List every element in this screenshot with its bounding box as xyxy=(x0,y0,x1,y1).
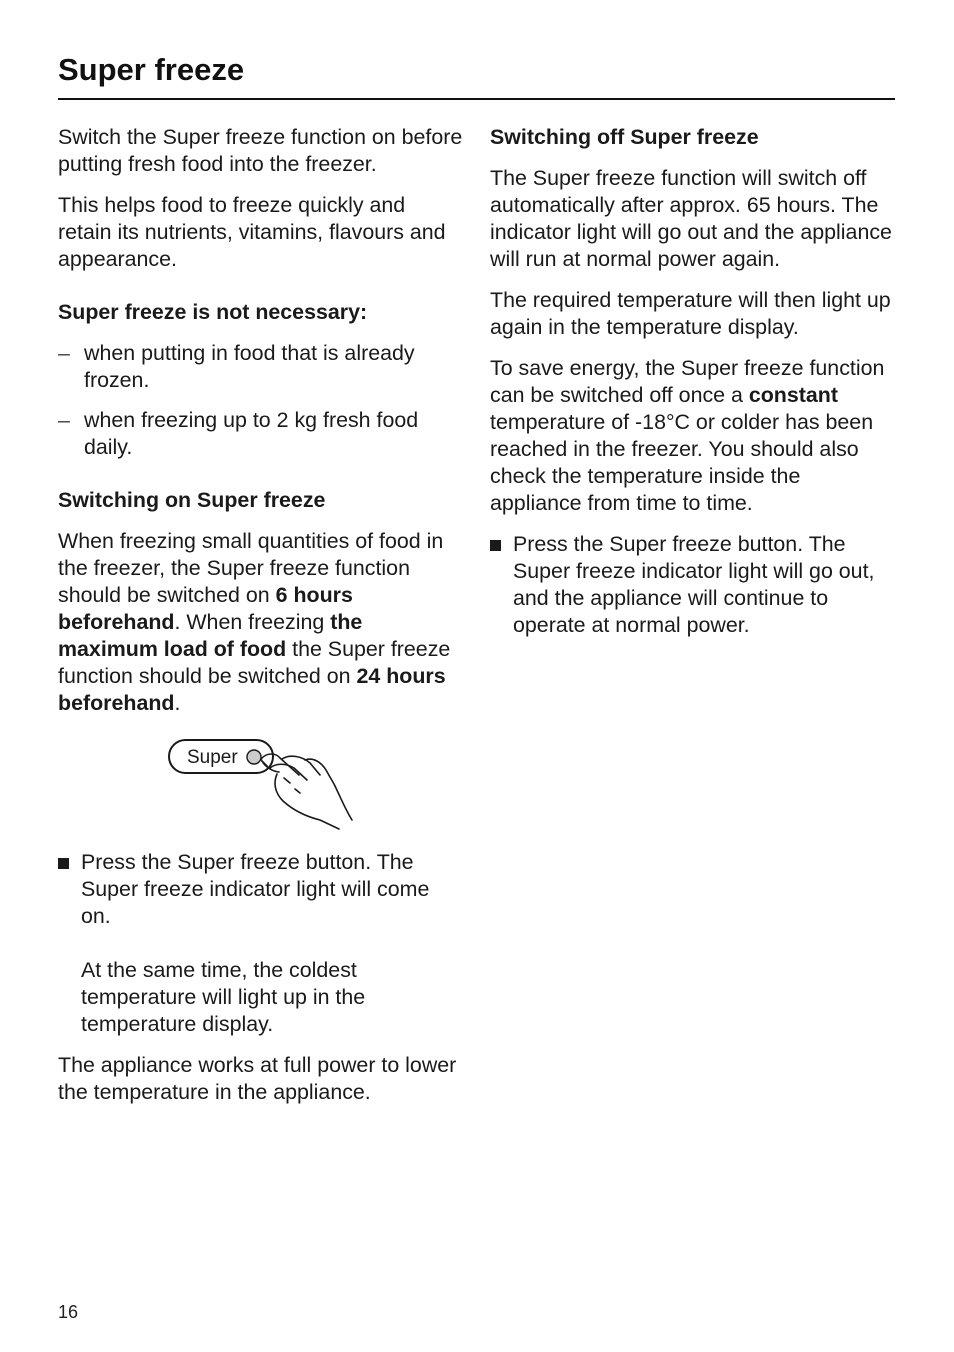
hand-press-icon xyxy=(261,754,352,829)
bullet-square-icon xyxy=(490,540,501,551)
page-number: 16 xyxy=(58,1302,79,1322)
super-button-illustration xyxy=(58,739,463,835)
full-power-paragraph: The appliance works at full power to lower the temperature in the appliance. xyxy=(58,1053,457,1104)
emphasis-6-hours: 6 hours beforehand xyxy=(58,583,353,634)
text-run: . When freezing xyxy=(174,610,331,634)
bullet-square-icon xyxy=(58,858,69,869)
page-title: Super freeze xyxy=(58,52,245,87)
left-column xyxy=(58,124,463,1120)
illustration-svg xyxy=(58,739,463,835)
intro-paragraph: Switch the Super freeze function on before putting fresh food into the freezer. xyxy=(58,125,463,176)
instruction-press-on xyxy=(58,849,463,1038)
list-item xyxy=(58,340,463,394)
list-item-text: when freezing up to 2 kg fresh food daily. xyxy=(84,408,419,459)
emphasis-constant: constant xyxy=(748,383,838,407)
title-rule xyxy=(58,98,895,100)
auto-off-paragraph: The Super freeze function will switch off automatically after approx. 65 hours. The indicator light will go out and the appliance will run at normal power again. xyxy=(490,166,892,271)
list-item-text: when putting in food that is already frozen. xyxy=(84,341,415,392)
right-column xyxy=(490,124,895,653)
switch-on-heading: Switching on Super freeze xyxy=(58,488,326,512)
switch-off-heading: Switching off Super freeze xyxy=(490,125,759,149)
instruction-text: Press the Super freeze button. The Super freeze indicator light will come on. xyxy=(81,850,430,928)
text-run: the Super freeze function should be switched on xyxy=(58,637,451,688)
instruction-press-off xyxy=(490,531,895,639)
text-run: To save energy, the Super freeze function can be switched off once a xyxy=(490,356,885,407)
required-temp-paragraph: The required temperature will then light up again in the temperature display. xyxy=(490,288,891,339)
instruction-followup: At the same time, the coldest temperature will light up in the temperature display. xyxy=(81,958,366,1036)
text-run: temperature of -18°C or colder has been reached in the freezer. You should also check the temperature inside the appliance from time to time. xyxy=(490,410,874,515)
emphasis-24-hours: 24 hours beforehand xyxy=(58,664,446,715)
button-label: Super xyxy=(187,747,238,768)
not-necessary-heading: Super freeze is not necessary: xyxy=(58,300,368,324)
emphasis-max-load: the maximum load of food xyxy=(58,610,363,661)
text-run: . xyxy=(174,691,181,715)
switch-on-paragraph xyxy=(58,528,463,717)
benefit-paragraph: This helps food to freeze quickly and retain its nutrients, vitamins, flavours and appearance. xyxy=(58,193,446,271)
indicator-light-icon xyxy=(247,750,261,764)
text-run: When freezing small quantities of food in the freezer, the Super freeze function should be switched on xyxy=(58,529,444,607)
instruction-text: Press the Super freeze button. The Super freeze indicator light will go out, and the appliance will continue to operate at normal power. xyxy=(513,532,875,637)
dash-icon: – xyxy=(58,341,70,365)
save-energy-paragraph xyxy=(490,355,895,517)
list-item xyxy=(58,407,463,461)
dash-icon: – xyxy=(58,408,70,432)
